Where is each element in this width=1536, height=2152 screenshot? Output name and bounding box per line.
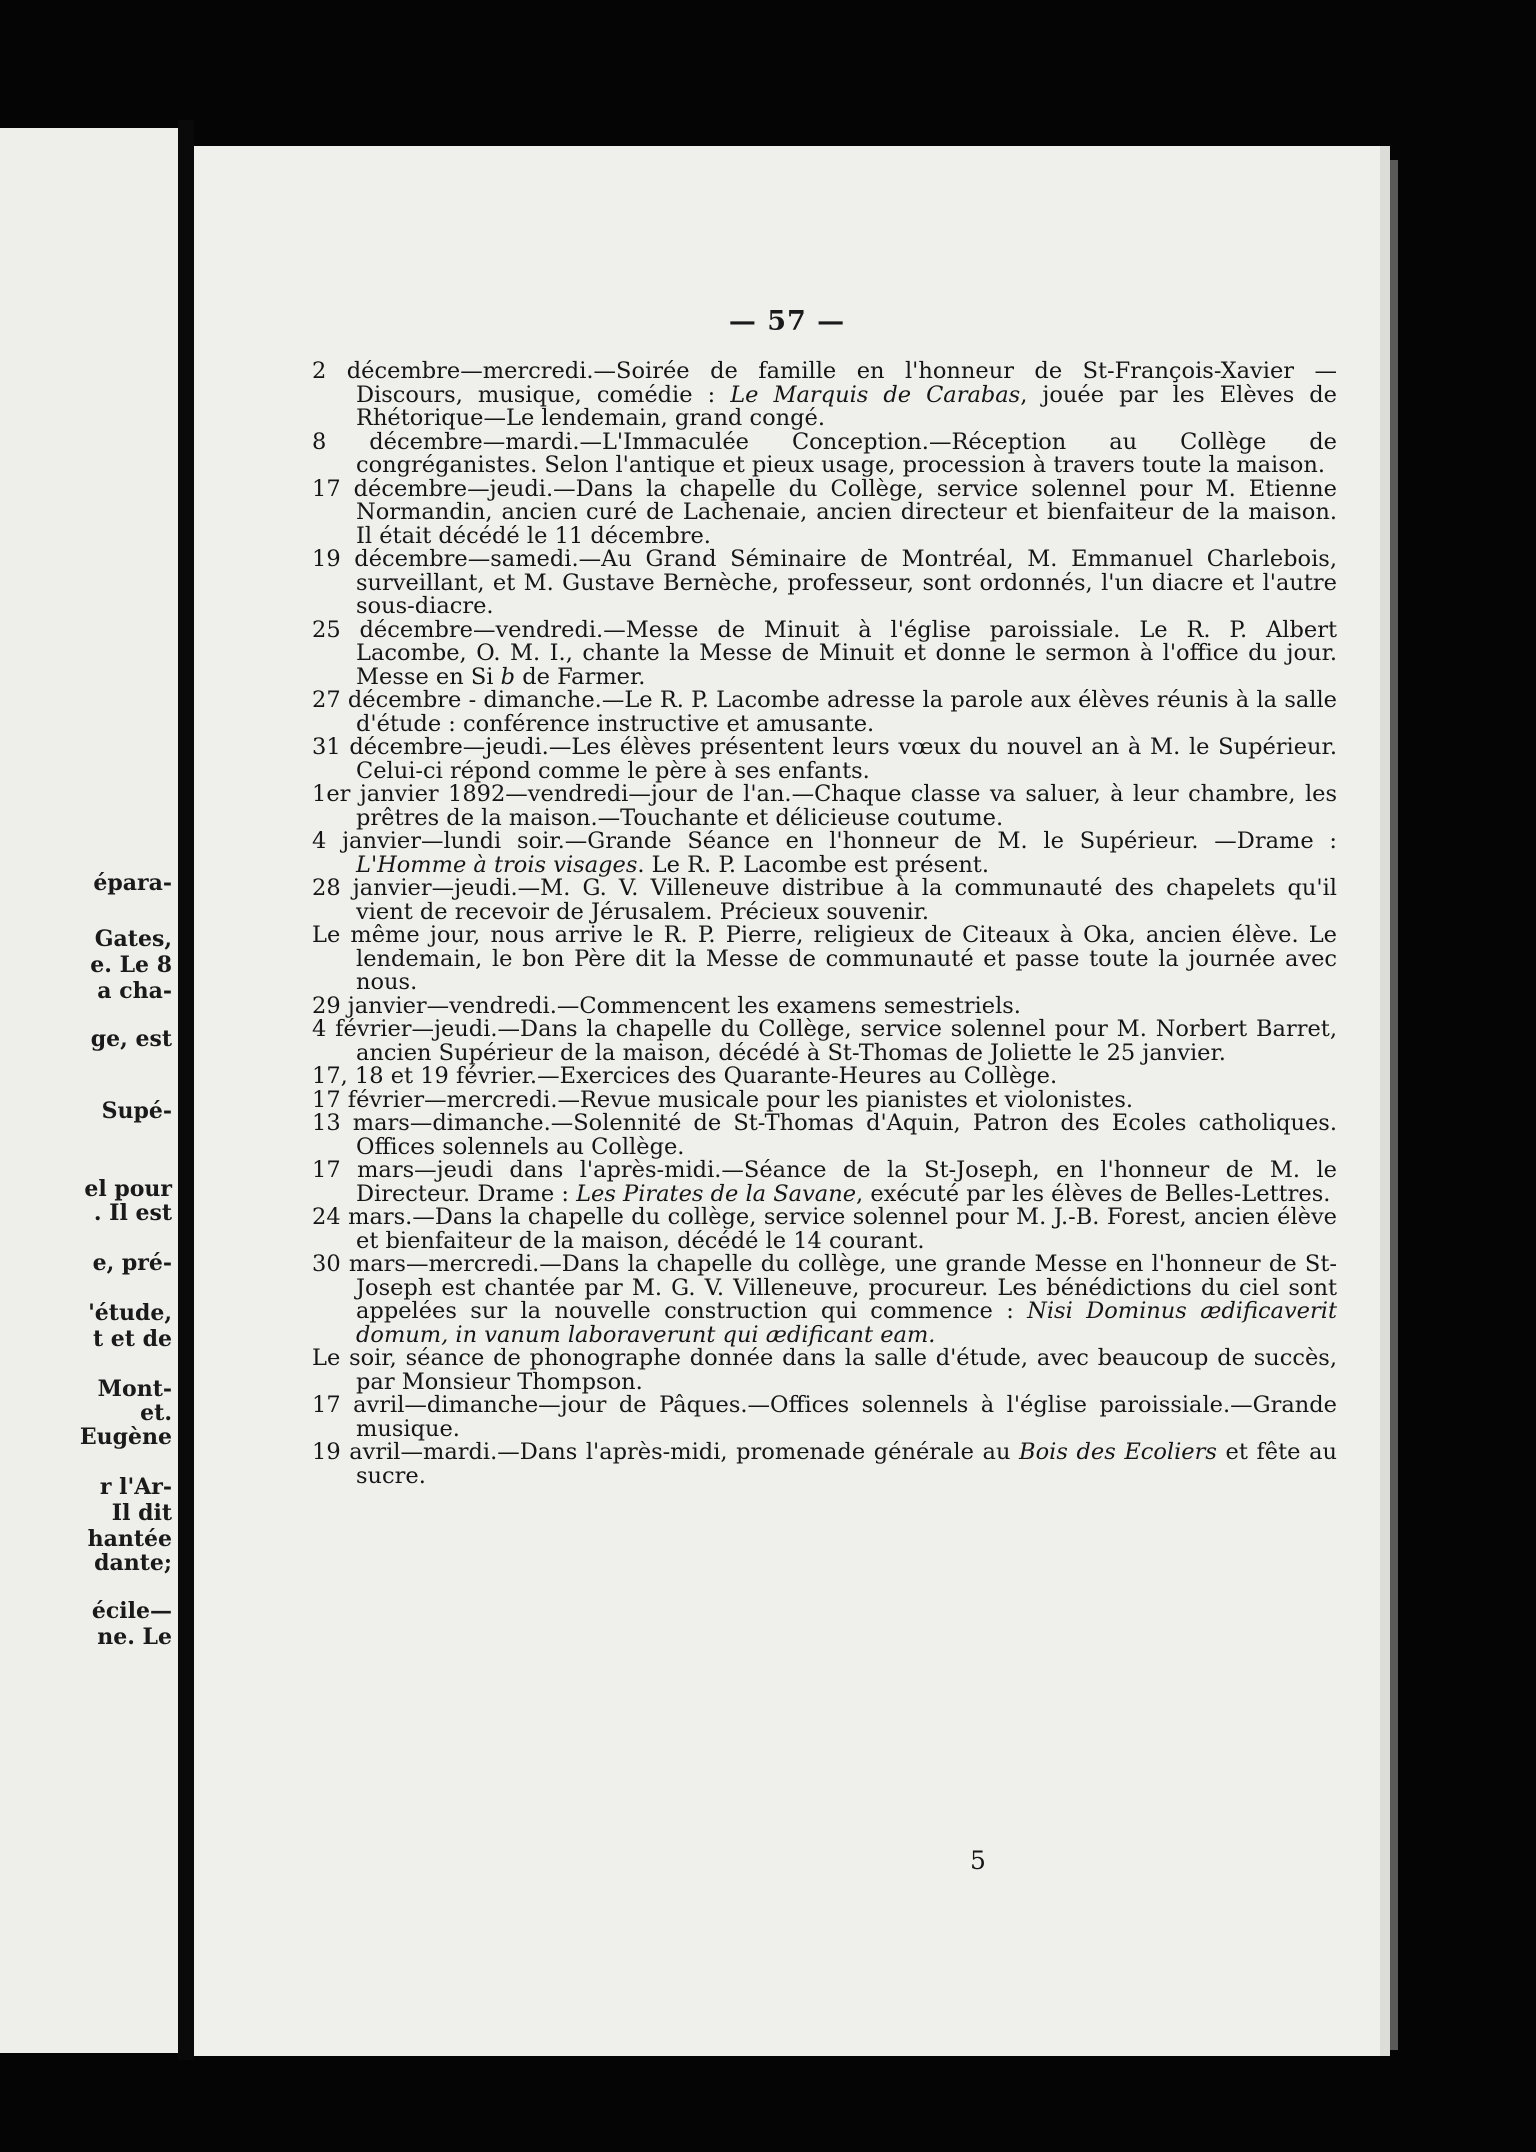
chronicle-entry [312,783,1337,830]
chronicle-entry [312,736,1337,783]
left-fragment: ne. Le [97,1624,172,1650]
left-fragment: hantée [87,1526,172,1552]
chronicle-entry [312,1018,1337,1065]
left-fragment: écile— [91,1598,172,1624]
entry-italic-text: b [500,663,516,690]
entry-text: 17 décembre—jeudi.—Dans la chapelle du Collège, service solennel pour M. Etienne Normandin, ancien curé de Lachenaie, ancien directeur et bienfaiteur de la maison. Il était décédé le 11 décembre. [312,475,1337,549]
page-number: — 57 — [728,306,846,337]
entry-text: 8 décembre—mardi.—L'Immaculée Conception.—Réception au Collège de congréganistes. Selon l'antique et pieux usage, procession à travers toute la maison. [312,428,1337,478]
entry-text: . Le R. P. Lacombe est présent. [637,851,990,878]
chronicle-entry [312,877,1337,924]
entry-text: Le même jour, nous arrive le R. P. Pierre, religieux de Citeaux à Oka, ancien élève. Le lendemain, le bon Père dit la Messe de communauté et passe toute la journée avec nous. [312,922,1337,995]
chronicle-entry [312,1253,1337,1347]
entry-italic-text: Les Pirates de la Savane [576,1180,857,1207]
entry-italic-text: Le Marquis de Carabas [730,381,1021,408]
entry-text: 2 décembre—mercredi.—Soirée de famille en l'honneur de St-François-Xavier — Discours, musique, comédie : [312,358,1337,408]
entry-text: de Farmer. [515,663,646,690]
entry-italic-text: Nisi Dominus ædificaverit domum, in vanum laboraverunt qui ædificant eam. [356,1298,1337,1348]
entry-text: 24 mars.—Dans la chapelle du collège, service solennel pour M. J.-B. Forest, ancien élève et bienfaiteur de la maison, décédé le 14 courant. [312,1204,1337,1254]
left-fragment: r l'Ar- [99,1474,172,1500]
entry-text: 19 décembre—samedi.—Au Grand Séminaire de Montréal, M. Emmanuel Charlebois, surveillant, et M. Gustave Bernèche, professeur, sont ordonnés, l'un diacre et l'autre sous-diacre. [312,546,1337,619]
left-fragment: et. [140,1400,172,1426]
entry-text: 27 décembre - dimanche.—Le R. P. Lacombe adresse la parole aux élèves réunis à la salle d'étude : conférence instructive et amusante. [312,687,1337,737]
chronicle-entry [312,1159,1337,1206]
chronicle-entry [312,548,1337,619]
chronicle-entry [312,360,1337,431]
chronicle-entry [312,1347,1337,1394]
left-fragment: 'étude, [88,1300,172,1326]
left-fragment: e. Le 8 [90,952,172,978]
entry-text: , jouée par les Elèves de Rhétorique—Le lendemain, grand congé. [356,381,1337,431]
left-fragment: e, pré- [92,1250,172,1276]
book-gutter [178,120,194,2060]
entry-text: Le soir, séance de phonographe donnée dans la salle d'étude, avec beaucoup de succès, par Monsieur Thompson. [312,1345,1337,1395]
chronicle-entries [312,360,1337,1488]
left-fragment: Gates, [94,926,172,952]
left-fragment: Mont- [97,1376,172,1402]
entry-text: 17 février—mercredi.—Revue musicale pour les pianistes et violonistes. [312,1086,1134,1113]
entry-text: , exécuté par les élèves de Belles-Lettres. [856,1180,1331,1207]
chronicle-entry [312,1441,1337,1488]
left-fragment: a cha- [97,978,172,1004]
page-edge-shadow [1390,160,1398,2050]
chronicle-entry [312,616,1337,690]
left-fragment: Supé- [101,1098,172,1124]
chronicle-entry [312,1065,1337,1089]
chronicle-entry [312,924,1337,995]
left-fragment: Eugène [79,1424,172,1450]
entry-text: et fête au sucre. [356,1439,1337,1489]
entry-text: 31 décembre—jeudi.—Les élèves présentent leurs vœux du nouvel an à M. le Supérieur. Celui-ci répond comme le père à ses enfants. [312,734,1337,784]
left-fragment: dante; [94,1550,172,1576]
entry-text: 17, 18 et 19 février.—Exercices des Quarante-Heures au Collège. [312,1063,1058,1089]
entry-text: 17 mars—jeudi dans l'après-midi.—Séance de la St-Joseph, en l'honneur de M. le Directeur. Drame : [312,1157,1337,1207]
chronicle-entry [312,428,1337,478]
entry-text: 30 mars—mercredi.—Dans la chapelle du collège, une grande Messe en l'honneur de St-Joseph est chantée par M. G. V. Villeneuve, procureur. Les bénédictions du ciel sont appelées sur la nouvelle construction qui commence : [312,1251,1337,1324]
signature-mark: 5 [970,1846,986,1875]
chronicle-entry [312,1206,1337,1253]
left-fragment: ge, est [90,1026,172,1052]
chronicle-entry [312,1112,1337,1159]
left-fragment: épara- [93,870,172,896]
entry-text: 4 janvier—lundi soir.—Grande Séance en l'honneur de M. le Supérieur. —Drame : [312,828,1337,854]
left-fragment: Il dit [111,1500,172,1526]
left-fragment: t et de [92,1326,172,1352]
entry-text: 13 mars—dimanche.—Solennité de St-Thomas d'Aquin, Patron des Ecoles catholiques. Offices solennels au Collège. [312,1110,1337,1160]
entry-text: 17 avril—dimanche—jour de Pâques.—Offices solennels à l'église paroissiale.—Grande musique. [312,1392,1337,1442]
left-fragment: el pour [84,1176,172,1202]
entry-text: 1er janvier 1892—vendredi—jour de l'an.—Chaque classe va saluer, à leur chambre, les prêtres de la maison.—Touchante et délicieuse coutume. [312,781,1337,831]
chronicle-entry [312,475,1337,549]
chronicle-entry [312,830,1337,877]
left-page [0,128,178,2053]
chronicle-entry [312,1394,1337,1441]
entry-text: 25 décembre—vendredi.—Messe de Minuit à l'église paroissiale. Le R. P. Albert Lacombe, O. M. I., chante la Messe de Minuit et donne le sermon à l'office du jour. Messe en Si [312,616,1337,690]
page-edge [1380,146,1390,2056]
chronicle-entry [312,1086,1337,1113]
entry-italic-text: Bois des Ecoliers [1019,1439,1217,1465]
entry-text: 28 janvier—jeudi.—M. G. V. Villeneuve distribue à la communauté des chapelets qu'il vient de recevoir de Jérusalem. Précieux souvenir. [312,875,1337,925]
entry-text: 19 avril—mardi.—Dans l'après-midi, promenade générale au [312,1439,1020,1465]
left-fragment: . Il est [93,1200,172,1226]
chronicle-entry [312,689,1337,736]
entry-italic-text: L'Homme à trois visages [356,851,638,878]
chronicle-entry [312,992,1337,1019]
entry-text: 29 janvier—vendredi.—Commencent les examens semestriels. [312,992,1021,1019]
right-page [194,146,1380,2056]
entry-text: 4 février—jeudi.—Dans la chapelle du Collège, service solennel pour M. Norbert Barret, ancien Supérieur de la maison, décédé à St-Thomas de Joliette le 25 janvier. [312,1016,1337,1066]
